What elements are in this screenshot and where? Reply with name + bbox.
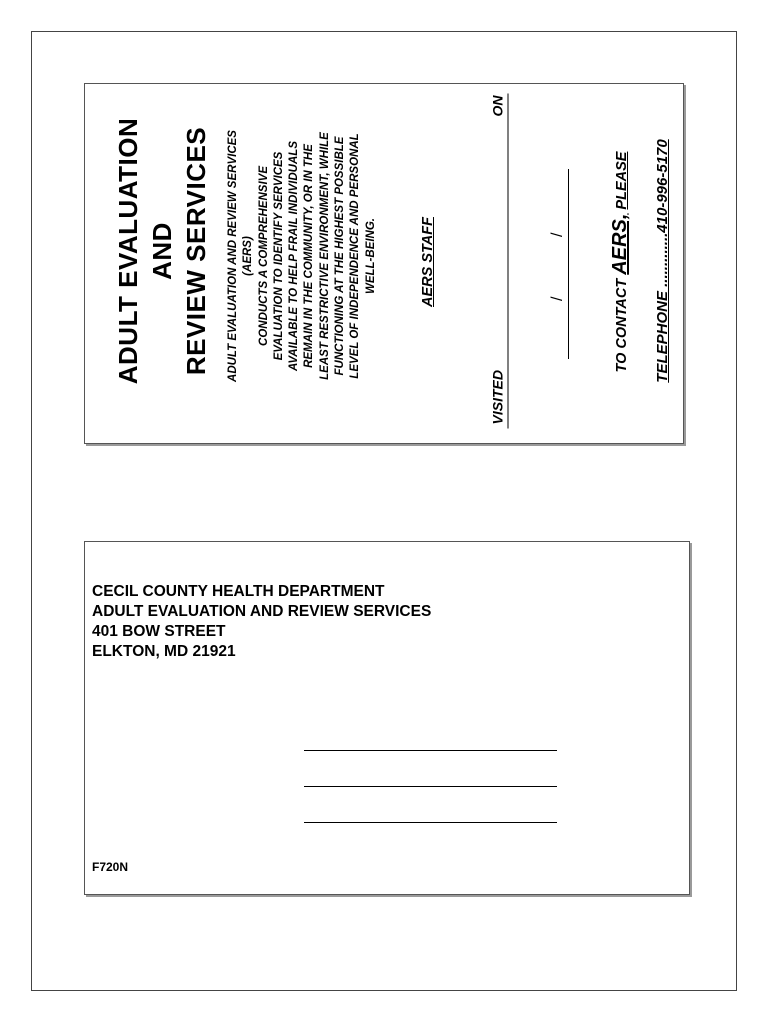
contact-suffix: PLEASE [614, 151, 630, 210]
description-line: EVALUATION TO IDENTIFY SERVICES [272, 151, 285, 361]
visit-date-field[interactable] [539, 169, 569, 359]
contact-prefix: TO CONTACT [614, 278, 630, 373]
address-line: CECIL COUNTY HEALTH DEPARTMENT [92, 583, 385, 600]
contact-name: AERS, [609, 213, 631, 275]
description-line: ADULT EVALUATION AND REVIEW SERVICES [227, 130, 239, 382]
date-separator: / [549, 232, 566, 237]
visited-name-line[interactable] [508, 94, 509, 429]
on-label: ON [489, 95, 506, 117]
recipient-line-3[interactable] [304, 822, 557, 823]
description-line: WELL-BEING. [364, 217, 377, 295]
telephone: TELEPHONE .............410-996-5170 [654, 139, 671, 383]
contact-row [609, 122, 633, 402]
title-line-3: REVIEW SERVICES [181, 126, 211, 376]
title-line-2: AND [147, 222, 177, 280]
description-line: LEAST RESTRICTIVE ENVIRONMENT, WHILE [318, 132, 331, 380]
date-line [568, 169, 569, 359]
visited-row [479, 94, 509, 429]
title-line-1: ADULT EVALUATION [113, 117, 143, 385]
recipient-line-2[interactable] [304, 786, 557, 787]
address-line: ELKTON, MD 21921 [92, 643, 236, 660]
description-line: REMAIN IN THE COMMUNITY, OR IN THE [303, 144, 316, 368]
address-line: 401 BOW STREET [92, 623, 226, 640]
visited-label: VISITED [489, 370, 506, 425]
description-line: AVAILABLE TO HELP FRAIL INDIVIDUALS [288, 141, 301, 372]
staff-label: AERS STAFF [420, 217, 436, 307]
description-line: LEVEL OF INDEPENDENCE AND PERSONAL [349, 133, 362, 379]
mailing-card [84, 541, 690, 895]
description [226, 96, 396, 416]
card-title [111, 101, 231, 401]
info-card [84, 83, 684, 444]
address-line: ADULT EVALUATION AND REVIEW SERVICES [92, 603, 432, 620]
description-line: (AERS) [242, 236, 255, 276]
form-code: F720N [92, 860, 129, 874]
return-address [92, 582, 431, 662]
recipient-line-1[interactable] [304, 750, 557, 751]
description-line: FUNCTIONING AT THE HIGHEST POSSIBLE [334, 136, 347, 376]
description-line: CONDUCTS A COMPREHENSIVE [257, 166, 270, 346]
date-separator: / [549, 296, 566, 301]
